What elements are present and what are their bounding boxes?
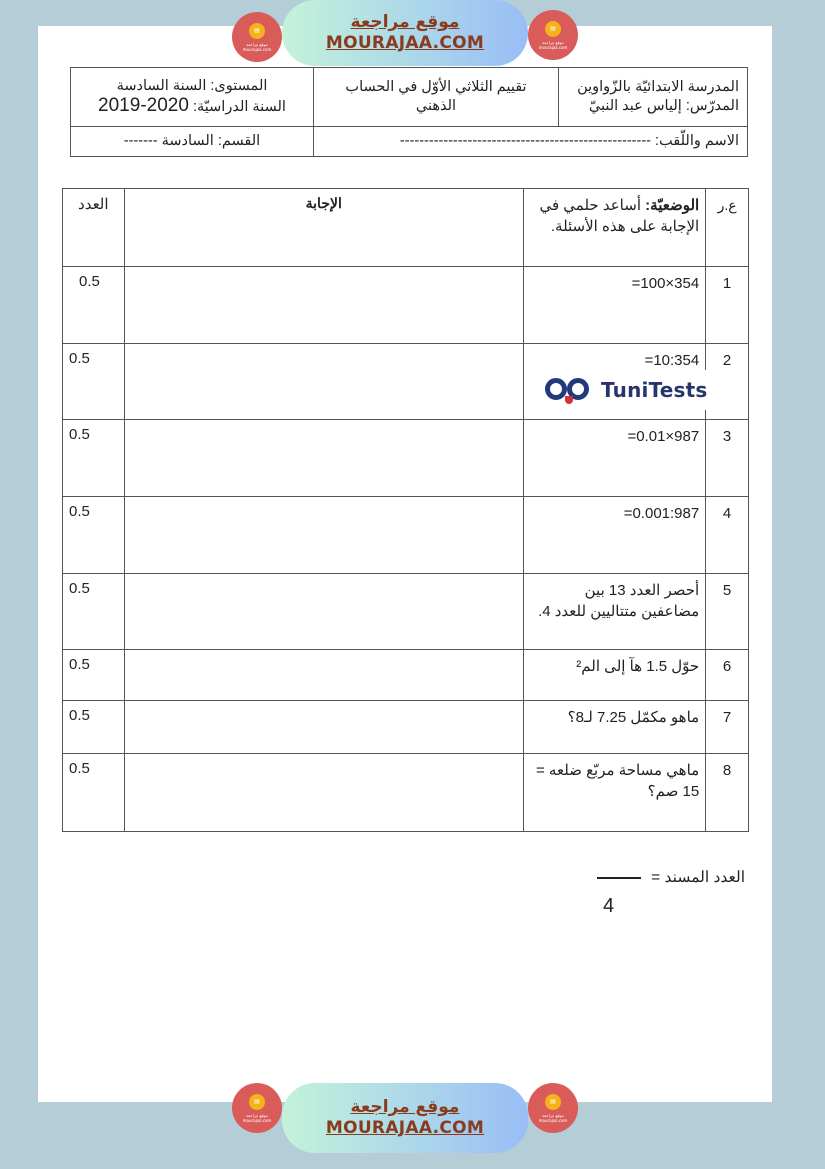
banner-arabic: موقع مراجعة — [350, 12, 460, 32]
year-label: السنة الدراسيّة: — [192, 98, 286, 115]
student-name-cell — [314, 126, 748, 156]
table-row — [63, 267, 749, 344]
owl-logo-icon — [543, 374, 597, 406]
question-cell: =0.001:987 — [523, 497, 705, 574]
answer-cell[interactable] — [124, 650, 523, 701]
exam-title-cell — [314, 68, 559, 127]
question-cell: ماهي مساحة مربّع ضلعه = 15 صم؟ — [523, 754, 705, 832]
class-field[interactable]: القسم: السادسة ------- — [123, 132, 261, 149]
table-row — [63, 701, 749, 754]
year-value: 2020-2019 — [98, 94, 189, 116]
exam-header-table — [70, 67, 748, 157]
school-cell — [559, 68, 748, 127]
teacher-name: المدرّس: إلياس عبد النبيّ — [588, 97, 739, 114]
answer-header: الإجابة — [124, 189, 523, 267]
question-cell: حوّل 1.5 هآ إلى الم² — [523, 650, 705, 701]
question-cell: =10:354 — [523, 344, 705, 420]
tunitests-logo — [543, 370, 711, 410]
score-cell: 0.5 — [63, 754, 125, 832]
table-row — [63, 420, 749, 497]
score-cell: 0.5 — [63, 420, 125, 497]
exam-title-line1: تقييم الثلاثي الأوّل في الحساب — [345, 78, 527, 95]
answer-cell[interactable] — [124, 497, 523, 574]
grade-blank-line — [597, 877, 641, 879]
banner-latin: MOURAJAA.COM — [325, 1118, 485, 1138]
exam-title-line2: الذهني — [415, 97, 457, 114]
site-badge-right-bottom: ▤ موقع مراجعة mourajaa.com — [528, 1083, 578, 1133]
row-number: 4 — [706, 497, 749, 574]
answer-cell[interactable] — [124, 754, 523, 832]
score-cell: 0.5 — [63, 701, 125, 754]
site-badge-left-bottom: ▤ موقع مراجعة mourajaa.com — [232, 1083, 282, 1133]
score-header: العدد — [63, 189, 125, 267]
questions-table — [62, 188, 749, 832]
site-banner-top[interactable] — [282, 0, 528, 66]
row-number: 2 — [706, 344, 749, 420]
question-cell: =100×354 — [523, 267, 705, 344]
answer-cell[interactable] — [124, 574, 523, 650]
table-row — [63, 497, 749, 574]
question-cell: ماهو مكمّل 7.25 لـ8؟ — [523, 701, 705, 754]
book-icon: ▤ — [545, 1094, 561, 1110]
row-number: 1 — [706, 267, 749, 344]
number-header: ع.ر — [706, 189, 749, 267]
level-text: المستوى: السنة السادسة — [116, 77, 268, 94]
score-cell: 0.5 — [63, 650, 125, 701]
book-icon: ▤ — [545, 21, 561, 37]
banner-arabic: موقع مراجعة — [350, 1097, 460, 1117]
assigned-grade — [585, 868, 745, 887]
score-cell: 0.5 — [63, 574, 125, 650]
book-icon: ▤ — [249, 23, 265, 39]
situation-header — [523, 189, 705, 267]
site-badge-right-top: ▤ موقع مراجعة mourajaa.com — [528, 10, 578, 60]
site-badge-left-top: ▤ موقع مراجعة mourajaa.com — [232, 12, 282, 62]
answer-cell[interactable] — [124, 701, 523, 754]
row-number: 8 — [706, 754, 749, 832]
row-number: 5 — [706, 574, 749, 650]
student-name-field[interactable]: الاسم واللّقب: ---------------------------------------------------- — [399, 132, 739, 149]
class-cell — [71, 126, 314, 156]
grade-label: العدد المسند = — [651, 869, 745, 886]
table-row — [63, 574, 749, 650]
table-header-row — [63, 189, 749, 267]
row-number: 6 — [706, 650, 749, 701]
score-cell: 0.5 — [63, 344, 125, 420]
situation-label: الوضعيّة: — [645, 197, 700, 214]
row-number: 3 — [706, 420, 749, 497]
answer-cell[interactable] — [124, 420, 523, 497]
situation-text: أساعد حلمي في الإجابة على هذه الأسئلة. — [539, 197, 700, 235]
grade-denominator: 4 — [603, 895, 615, 917]
school-name: المدرسة الابتدائيّة بالزّواوين — [577, 78, 739, 95]
score-cell: 0.5 — [63, 497, 125, 574]
answer-cell[interactable] — [124, 344, 523, 420]
banner-latin: MOURAJAA.COM — [325, 33, 485, 53]
book-icon: ▤ — [249, 1094, 265, 1110]
logo-text: TuniTests — [601, 378, 708, 402]
level-year-cell — [71, 68, 314, 127]
site-banner-bottom[interactable] — [282, 1083, 528, 1153]
question-cell: أحصر العدد 13 بين مضاعفين متتاليين للعدد 4. — [523, 574, 705, 650]
table-row — [63, 650, 749, 701]
question-cell: =0.01×987 — [523, 420, 705, 497]
score-cell: 0.5 — [63, 267, 125, 344]
table-row — [63, 754, 749, 832]
answer-cell[interactable] — [124, 267, 523, 344]
row-number: 7 — [706, 701, 749, 754]
